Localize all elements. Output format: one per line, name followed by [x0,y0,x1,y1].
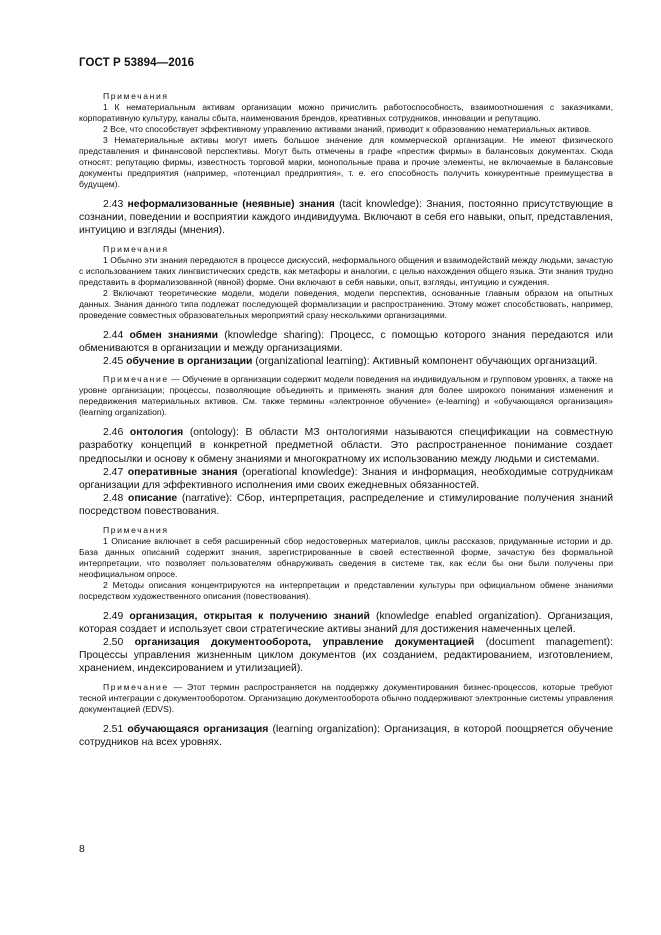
document-code: ГОСТ Р 53894—2016 [79,57,195,69]
term-entry-2-50 [79,636,613,676]
term-definition: (organizational learning): Активный компонент обучающих организаций. [255,356,598,368]
note-item: 3 Нематериальные активы могут иметь большое значение для коммерческой организации. Не имеют физического представления и финансовой перспективы. Могут быть отмечены в графе «престиж фирмы» в балансовых документах. Сюда относят: репутацию фирмы, известность торговой марки, монопольные права и прочие элементы, не включаемые в балансовые документы предприятия (например, «потенциал предприятия», т. е. его способность получить конкурентные преимущества в будущем). [79,135,613,189]
term-definition: (knowledge sharing): Процесс, с помощью которого знания передаются или обмениваются в организации и между организациями. [79,329,613,354]
note-label: Примечание [103,374,169,385]
term-number: 2.43 [103,199,124,210]
term-definition: (narrative): Сбор, интерпретация, распределение и стимулирование получения знаний посредством повествования. [79,493,613,518]
page-body [79,91,613,749]
page-number: 8 [79,843,85,855]
term-entry-2-49 [79,610,613,636]
term-name: неформализованные (неявные) знания [127,199,335,210]
term-definition: (learning organization): Организация, в которой поощряется обучение сотрудников на всех уровнях. [79,723,613,748]
term-name: организация документооборота, управление документацией [134,637,475,649]
term-number: 2.46 [103,427,124,439]
term-number: 2.49 [103,610,124,622]
note-item: 2 Все, что способствует эффективному управлению активами знаний, приводит к образованию нематериальных активов. [103,124,592,134]
term-name: оперативные знания [127,466,238,478]
notes-heading: Примечания [103,91,169,101]
notes-heading: Примечания [103,243,169,254]
term-entry-2-47 [79,466,613,492]
term-number: 2.47 [103,466,124,478]
term-number: 2.45 [103,356,124,368]
note-dash: — [168,681,188,692]
note-text: Обучение в организации содержит модели поведения на индивидуальном и групповом уровнях, а также на уровне организации; процессы, позволяющие объединять и применять знания для более широкого понимания изменения и передвижения материальных активов. См. также термины «электронное обучение» (e-learning) и «обучающаяся организация» (learning organization). [79,374,613,418]
term-name: описание [127,493,178,505]
term-entry-2-51 [79,723,613,749]
notes-heading: Примечания [103,524,169,535]
term-name: организация, открытая к получению знаний [129,610,370,622]
note-item: 2 Методы описания концентрируются на интерпретации и представлении культуры при официальном обмене знаниями посредством художественного описания (повествования). [79,579,613,601]
term-entry-2-48 [79,492,613,518]
term-definition: (tacit knowledge): Знания, постоянно присутствующие в сознании, поведении и восприятии каждого индивидуума. Включают в себя его навыки, опыт, представления, интуицию и взгляды (мнения). [79,199,613,237]
term-entry-2-44 [79,329,613,355]
term-name: обучающаяся организация [127,723,269,735]
term-name: онтология [129,427,184,439]
term-entry-2-45 [79,355,613,368]
term-entry-2-46 [79,426,613,466]
term-number: 2.50 [103,637,124,649]
term-number: 2.44 [103,329,124,341]
term-name: обмен знаниями [129,329,219,341]
note-item: 1 Описание включает в себя расширенный сбор недостоверных материалов, циклы рассказов, придуманные истории и др. База данных описаний содержит знания, зарегистрированные в своей естественной форме, зачастую без формальной интерпретации, что позволяет пользователям обнаруживать сведения в системе так, как если бы они были получены при неофициальном опросе. [79,535,613,579]
note-label: Примечание [103,681,169,692]
note-item: 2 Включают теоретические модели, модели поведения, модели перспектив, основанные главным образом на опытных данных. Знания данного типа подлежат последующей формализации и распространению. Этому может способствовать, например, проведение совместных образовательных мероприятий сразу несколькими организациями. [79,287,613,320]
note-single [79,682,613,715]
term-definition: (document management): Процессы управления жизненным циклом документов (их созданием, редактированием, изготовлением, хранением, индексированием и утилизацией). [79,637,613,675]
note-item: 1 К нематериальным активам организации можно причислить работоспособность, взаимоотношения с заказчиками, корпоративную культуру, каналы сбыта, наименования брендов, креативных сотрудников, инновации и репутацию. [79,102,613,123]
term-definition: (ontology): В области МЗ онтологиями называются спецификации на совместную разработку концепций в конкретной предметной области. Это распространенное понимание создает предпосылки и основу к обмену знаниями и многократному их использованию между людьми и системами. [79,427,613,465]
term-number: 2.48 [103,493,124,505]
term-entry-2-43 [79,198,613,238]
term-definition: (operational knowledge): Знания и информация, необходимые сотрудникам организации для эффективного исполнения ими своих ежедневных обязанностей. [79,466,613,492]
term-definition: (knowledge enabled organization). Организация, которая создает и использует свои стратегические активы знаний для достижения намеченных целей. [79,610,614,635]
term-number: 2.51 [103,723,124,735]
note-text: Этот термин распространяется на поддержку документирования бизнес-процессов, которые требуют тесной интеграции с документооборотом. Организацию документооборота обычно поддерживают электронные системы управления документацией (EDVS). [79,681,613,714]
note-item: 1 Обычно эти знания передаются в процессе дискуссий, неформального общения и взаимодействий между людьми, зачастую с использованием таких лингвистических средств, как метафоры и аналогии, с целью нахождения общего языка. Эти знания трудно представить в формализованной (явной) форме. Они включают в себя навыки, опыт, взгляды, интуицию и суждения. [79,254,613,287]
note-dash: — [168,374,183,385]
note-single [79,374,613,418]
term-name: обучение в организации [126,356,253,368]
